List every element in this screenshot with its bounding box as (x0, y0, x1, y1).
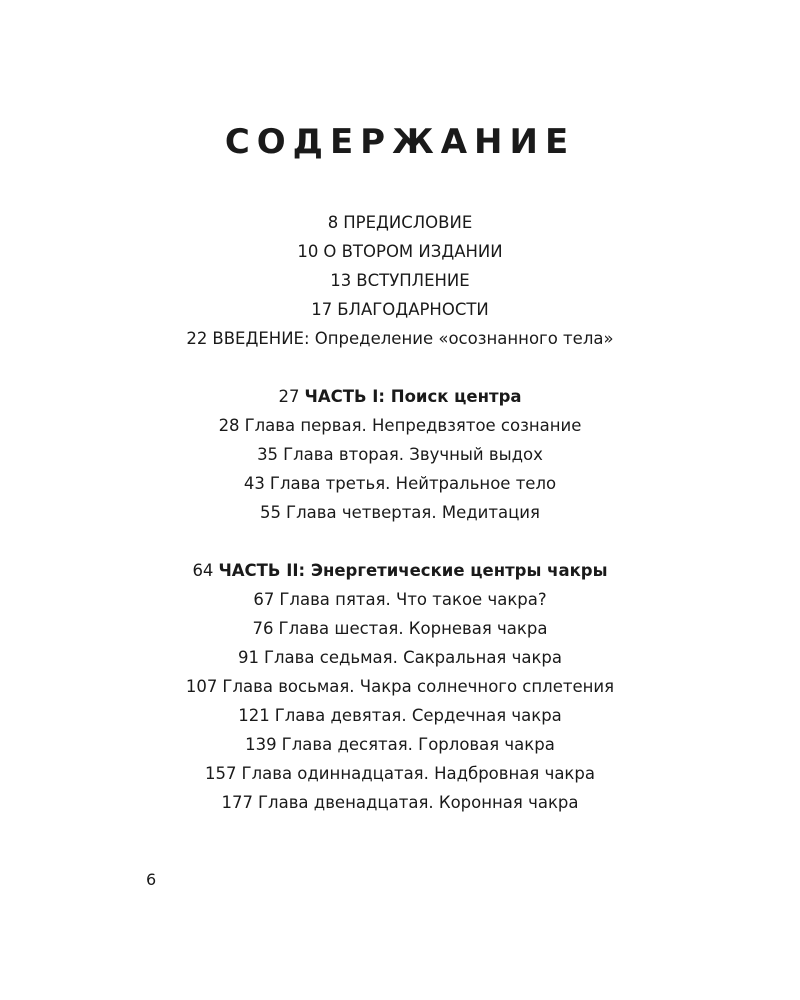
toc-entry-chapter-9[interactable] (0, 701, 800, 730)
toc-page-number: 157 (205, 764, 237, 783)
toc-page-number: 27 (278, 387, 300, 406)
toc-entry-preface[interactable] (0, 208, 800, 237)
toc-label: Глава четвертая. Медитация (286, 503, 540, 522)
toc-label: ВВЕДЕНИЕ: Определение «осознанного тела» (212, 329, 614, 348)
toc-page-number: 28 (218, 416, 240, 435)
toc-entry-chapter-10[interactable] (0, 730, 800, 759)
toc-label: БЛАГОДАРНОСТИ (337, 300, 489, 319)
toc-label: Глава одиннадцатая. Надбровная чакра (241, 764, 595, 783)
toc-label: Глава вторая. Звучный выдох (283, 445, 543, 464)
toc-label: Глава десятая. Горловая чакра (281, 735, 555, 754)
toc-entry-acknowledgments[interactable] (0, 295, 800, 324)
toc-page-number: 177 (221, 793, 253, 812)
page-title: СОДЕРЖАНИЕ (224, 122, 576, 162)
toc-entry-second-edition[interactable] (0, 237, 800, 266)
toc-entry-chapter-2[interactable] (0, 440, 800, 469)
toc-entry-chapter-3[interactable] (0, 469, 800, 498)
toc-entry-chapter-4[interactable] (0, 498, 800, 527)
toc-part-label: ЧАСТЬ I: Поиск центра (304, 387, 522, 406)
toc-entry-chapter-7[interactable] (0, 643, 800, 672)
toc-page-number: 17 (311, 300, 333, 319)
toc-page-number: 22 (186, 329, 208, 348)
toc-page-number: 76 (252, 619, 274, 638)
table-of-contents (0, 208, 800, 817)
toc-label: ПРЕДИСЛОВИЕ (343, 213, 473, 232)
toc-page-number: 43 (243, 474, 265, 493)
toc-entry-chapter-8[interactable] (0, 672, 800, 701)
toc-label: Глава двенадцатая. Коронная чакра (257, 793, 579, 812)
toc-page-number: 91 (237, 648, 259, 667)
toc-label: Глава пятая. Что такое чакра? (279, 590, 547, 609)
toc-entry-chapter-12[interactable] (0, 788, 800, 817)
toc-entry-chapter-1[interactable] (0, 411, 800, 440)
toc-entry-opening[interactable] (0, 266, 800, 295)
page-number: 6 (146, 870, 157, 889)
toc-page-number: 121 (238, 706, 270, 725)
toc-entry-introduction[interactable] (0, 324, 800, 353)
toc-part-label: ЧАСТЬ II: Энергетические центры чакры (218, 561, 608, 580)
toc-page-number: 55 (260, 503, 282, 522)
toc-entry-part-2[interactable] (0, 556, 800, 585)
toc-label: Глава первая. Непредвзятое сознание (244, 416, 582, 435)
toc-label: Глава восьмая. Чакра солнечного сплетения (222, 677, 615, 696)
toc-page-number: 8 (327, 213, 339, 232)
toc-page-number: 35 (257, 445, 279, 464)
toc-page-number: 139 (245, 735, 277, 754)
toc-label: ВСТУПЛЕНИЕ (356, 271, 470, 290)
toc-page-number: 67 (253, 590, 275, 609)
toc-page-number: 13 (330, 271, 352, 290)
toc-entry-chapter-11[interactable] (0, 759, 800, 788)
toc-label: О ВТОРОМ ИЗДАНИИ (323, 242, 503, 261)
toc-entry-part-1[interactable] (0, 382, 800, 411)
toc-label: Глава девятая. Сердечная чакра (274, 706, 562, 725)
toc-label: Глава седьмая. Сакральная чакра (263, 648, 563, 667)
toc-label: Глава третья. Нейтральное тело (269, 474, 557, 493)
toc-page-number: 107 (185, 677, 218, 696)
toc-label: Глава шестая. Корневая чакра (278, 619, 548, 638)
toc-entry-chapter-6[interactable] (0, 614, 800, 643)
toc-page-number: 64 (192, 561, 214, 580)
toc-page-number: 10 (297, 242, 319, 261)
toc-entry-chapter-5[interactable] (0, 585, 800, 614)
